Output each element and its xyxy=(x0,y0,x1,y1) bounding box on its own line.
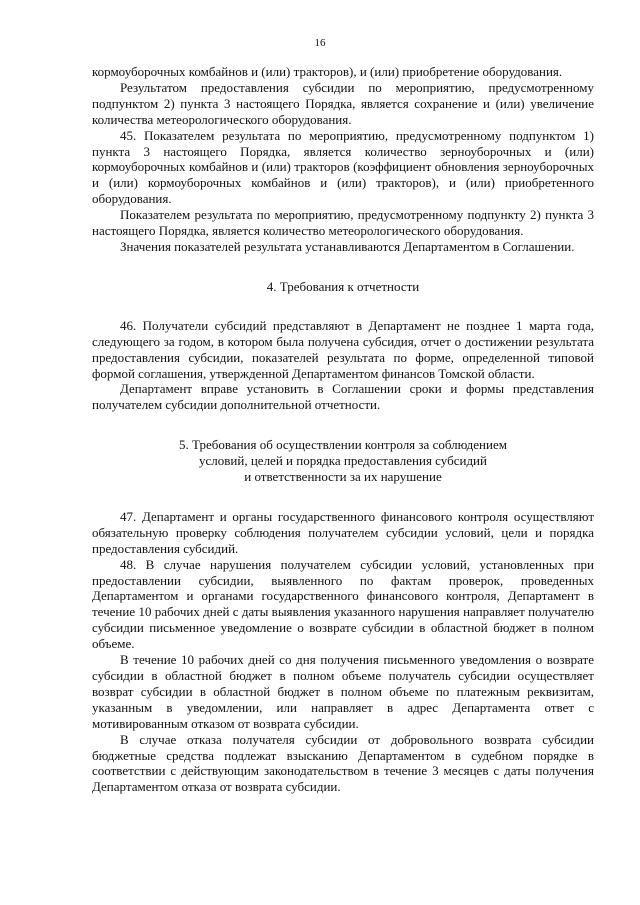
paragraph-return-within-10-days: В течение 10 рабочих дней со дня получения письменного уведомления о возврате субсидии в областной бюджет в полном объеме получатель субсидии осуществляет возврат субсидии в областной бюджет в полном объеме по платежным реквизитам, указанным в уведомлении, или направляет в адрес Департамента ответ с мотивированным отказом от возврата субсидии. xyxy=(92,652,594,731)
document-body xyxy=(92,64,594,795)
page-number: 16 xyxy=(314,37,326,49)
paragraph-additional-reporting: Департамент вправе установить в Соглашении сроки и формы представления получателем субсидии дополнительной отчетности. xyxy=(92,381,594,413)
paragraph-47: 47. Департамент и органы государственного финансового контроля осуществляют обязательную проверку соблюдения получателем субсидии условий, цели и порядка предоставления субсидий. xyxy=(92,508,594,556)
paragraph-indicator-values: Значения показателей результата устанавливаются Департаментом в Соглашении. xyxy=(120,238,575,254)
paragraph-result-item2: Результатом предоставления субсидии по мероприятию, предусмотренному подпунктом 2) пункта 3 настоящего Порядка, является сохранение и (или) увеличение количества метеорологического оборудования. xyxy=(92,79,594,127)
paragraph-refusal-recovery: В случае отказа получателя субсидии от добровольного возврата субсидии бюджетные средства подлежат взысканию Департаментом в судебном порядке в соответствии с действующим законодательством в течение 3 месяцев с даты получения Департаментом отказа от возврата субсидии. xyxy=(92,731,594,795)
section-4-heading: 4. Требования к отчетности xyxy=(266,278,420,294)
paragraph-continuation: кормоуборочных комбайнов и (или) тракторов), и (или) приобретение оборудования. xyxy=(92,64,563,79)
paragraph-indicator-item2: Показателем результата по мероприятию, предусмотренному подпункту 2) пункта 3 настоящего Порядка, является количество метеорологического оборудования. xyxy=(92,207,594,239)
section-5-heading-line: 5. Требования об осуществлении контроля за соблюдением xyxy=(179,437,507,453)
section-5-heading-line: условий, целей и порядка предоставления субсидий xyxy=(199,453,487,469)
paragraph-48: 48. В случае нарушения получателем субсидии условий, установленных при предоставлении субсидии, выявленного по фактам проверок, проведенных Департаментом и органами государственного финансового контроля, Департамент в течение 10 рабочих дней с даты выявления указанного нарушения направляет получателю субсидии письменное уведомление о возврате субсидии в областной бюджет в полном объеме. xyxy=(92,556,594,652)
section-5-heading-line: и ответственности за их нарушение xyxy=(244,469,442,485)
paragraph-46: 46. Получатели субсидий представляют в Департамент не позднее 1 марта года, следующего за годом, в котором была получена субсидия, отчет о достижении результата предоставления субсидии, показателей результата по форме, определенной типовой формой соглашения, утвержденной Департаментом финансов Томской области. xyxy=(92,317,594,381)
paragraph-45: 45. Показателем результата по мероприятию, предусмотренному подпунктом 1) пункта 3 настоящего Порядка, является количество зерноуборочных и (или) кормоуборочных комбайнов и (или) тракторов (коэффициент обновления зерноуборочных и (или) кормоуборочных комбайнов и (или) тракторов), и (или) приобретенного оборудования. xyxy=(92,127,594,207)
section-5-heading xyxy=(92,437,594,485)
